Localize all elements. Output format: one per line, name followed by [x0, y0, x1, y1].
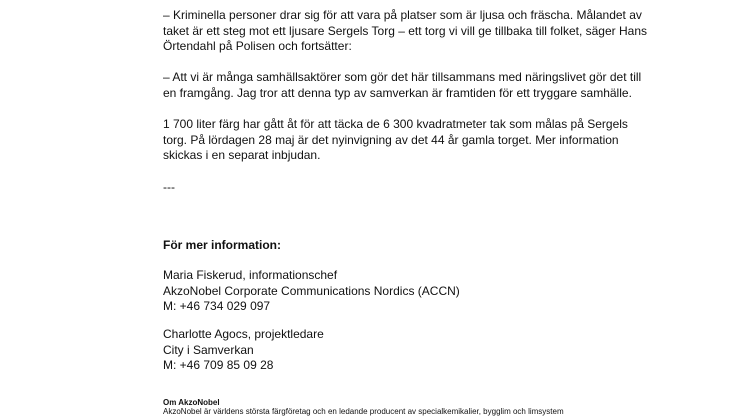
contact-phone: M: +46 709 85 09 28 — [163, 358, 274, 372]
text-line: skickas i en separat inbjudan. — [163, 148, 321, 162]
contact-heading — [163, 238, 683, 254]
contact-person-1 — [163, 268, 683, 315]
facts-paragraph — [163, 117, 683, 164]
quote-paragraph-2 — [163, 70, 683, 101]
text-line: – Kriminella personer drar sig för att vara på platser som är ljusa och fräscha. Målandet av — [163, 8, 642, 22]
contact-organization: AkzoNobel Corporate Communications Nordics (ACCN) — [163, 283, 460, 298]
contact-phone: M: +46 734 029 097 — [163, 299, 271, 313]
quote-paragraph-1 — [163, 8, 683, 55]
contact-name: Maria Fiskerud, informationschef — [163, 268, 338, 282]
text-line: – Att vi är många samhällsaktörer som gör det här tillsammans med näringslivet gör det till — [163, 70, 642, 84]
contact-person-2 — [163, 327, 683, 374]
about-text: AkzoNobel är världens största färgföretag och en ledande producent av specialkemikalier, bygglim och limsystem — [163, 407, 564, 416]
about-title: Om AkzoNobel — [163, 398, 220, 407]
separator-text: --- — [163, 180, 175, 194]
separator — [163, 180, 683, 196]
text-line: en framgång. Jag tror att denna typ av samverkan är framtiden för ett tryggare samhälle. — [163, 85, 632, 100]
contact-organization: City i Samverkan — [163, 342, 254, 357]
text-line: 1 700 liter färg har gått åt för att täcka de 6 300 kvadratmeter tak som målas på Sergels — [163, 117, 628, 131]
text-line: Örtendahl på Polisen och fortsätter: — [163, 39, 352, 53]
text-line: taket är ett steg mot ett ljusare Sergels Torg – ett torg vi vill ge tillbaka till folket, säger Hans — [163, 23, 648, 38]
contact-heading-text: För mer information: — [163, 238, 282, 252]
text-line: torg. På lördagen 28 maj är det nyinvigning av det 44 år gamla torget. Mer information — [163, 132, 619, 147]
contact-name: Charlotte Agocs, projektledare — [163, 327, 324, 341]
